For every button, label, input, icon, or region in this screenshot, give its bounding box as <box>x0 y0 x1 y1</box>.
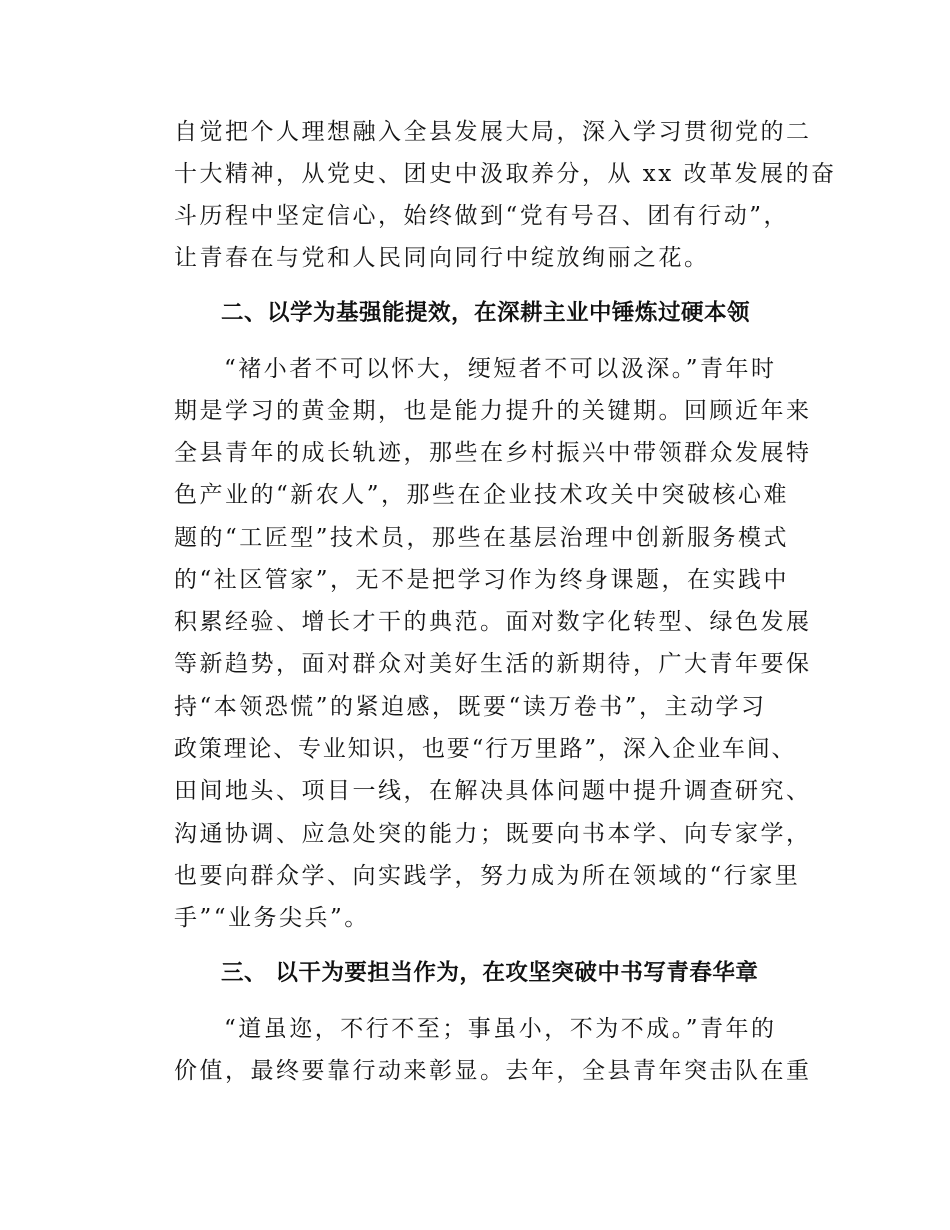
text-line: “褚小者不可以怀大，绠短者不可以汲深。”青年时 <box>224 356 777 382</box>
text-line: 色产业的“新农人”，那些在企业技术攻关中突破核心难 <box>174 482 790 508</box>
text-line: 斗历程中坚定信心，始终做到“党有号召、团有行动”， <box>174 203 790 229</box>
text-line: 积累经验、增长才干的典范。面对数字化转型、绿色发展 <box>174 609 812 635</box>
text-line: 也要向群众学、向实践学，努力成为所在领域的“行家里 <box>174 863 801 889</box>
section-heading: 二、以学为基强能提效，在深耕主业中锤炼过硬本领 <box>221 300 751 326</box>
text-line: 价值，最终要靠行动来彰显。去年，全县青年突击队在重 <box>174 1058 812 1084</box>
text-line: 自觉把个人理想融入全县发展大局，深入学习贯彻党的二 <box>174 119 812 145</box>
text-line: 全县青年的成长轨迹，那些在乡村振兴中带领群众发展特 <box>174 440 812 466</box>
text-line: 政策理论、专业知识，也要“行万里路”，深入企业车间、 <box>174 736 797 762</box>
text-line: 的“社区管家”，无不是把学习作为终身课题，在实践中 <box>174 567 790 593</box>
text-line: 期是学习的黄金期，也是能力提升的关键期。回顾近年来 <box>174 398 812 424</box>
text-line: 让青春在与党和人民同向同行中绽放绚丽之花。 <box>174 245 710 271</box>
section-heading: 三、 以干为要担当作为，在攻坚突破中书写青春华章 <box>221 960 759 986</box>
text-line: 等新趋势，面对群众对美好生活的新期待，广大青年要保 <box>174 651 812 677</box>
text-line: 题的“工匠型”技术员，那些在基层治理中创新服务模式 <box>174 525 790 551</box>
text-line: “道虽迩，不行不至；事虽小，不为不成。”青年的 <box>224 1016 777 1042</box>
text-line: 手”“业务尖兵”。 <box>174 905 370 931</box>
text-line: 田间地头、项目一线，在解决具体问题中提升调查研究、 <box>174 778 812 804</box>
text-line: 十大精神，从党史、团史中汲取养分，从 xx 改革发展的奋 <box>174 161 837 187</box>
text-line: 持“本领恐慌”的紧迫感，既要“读万卷书”，主动学习 <box>174 694 767 720</box>
text-line: 沟通协调、应急处突的能力；既要向书本学、向专家学， <box>174 821 812 847</box>
